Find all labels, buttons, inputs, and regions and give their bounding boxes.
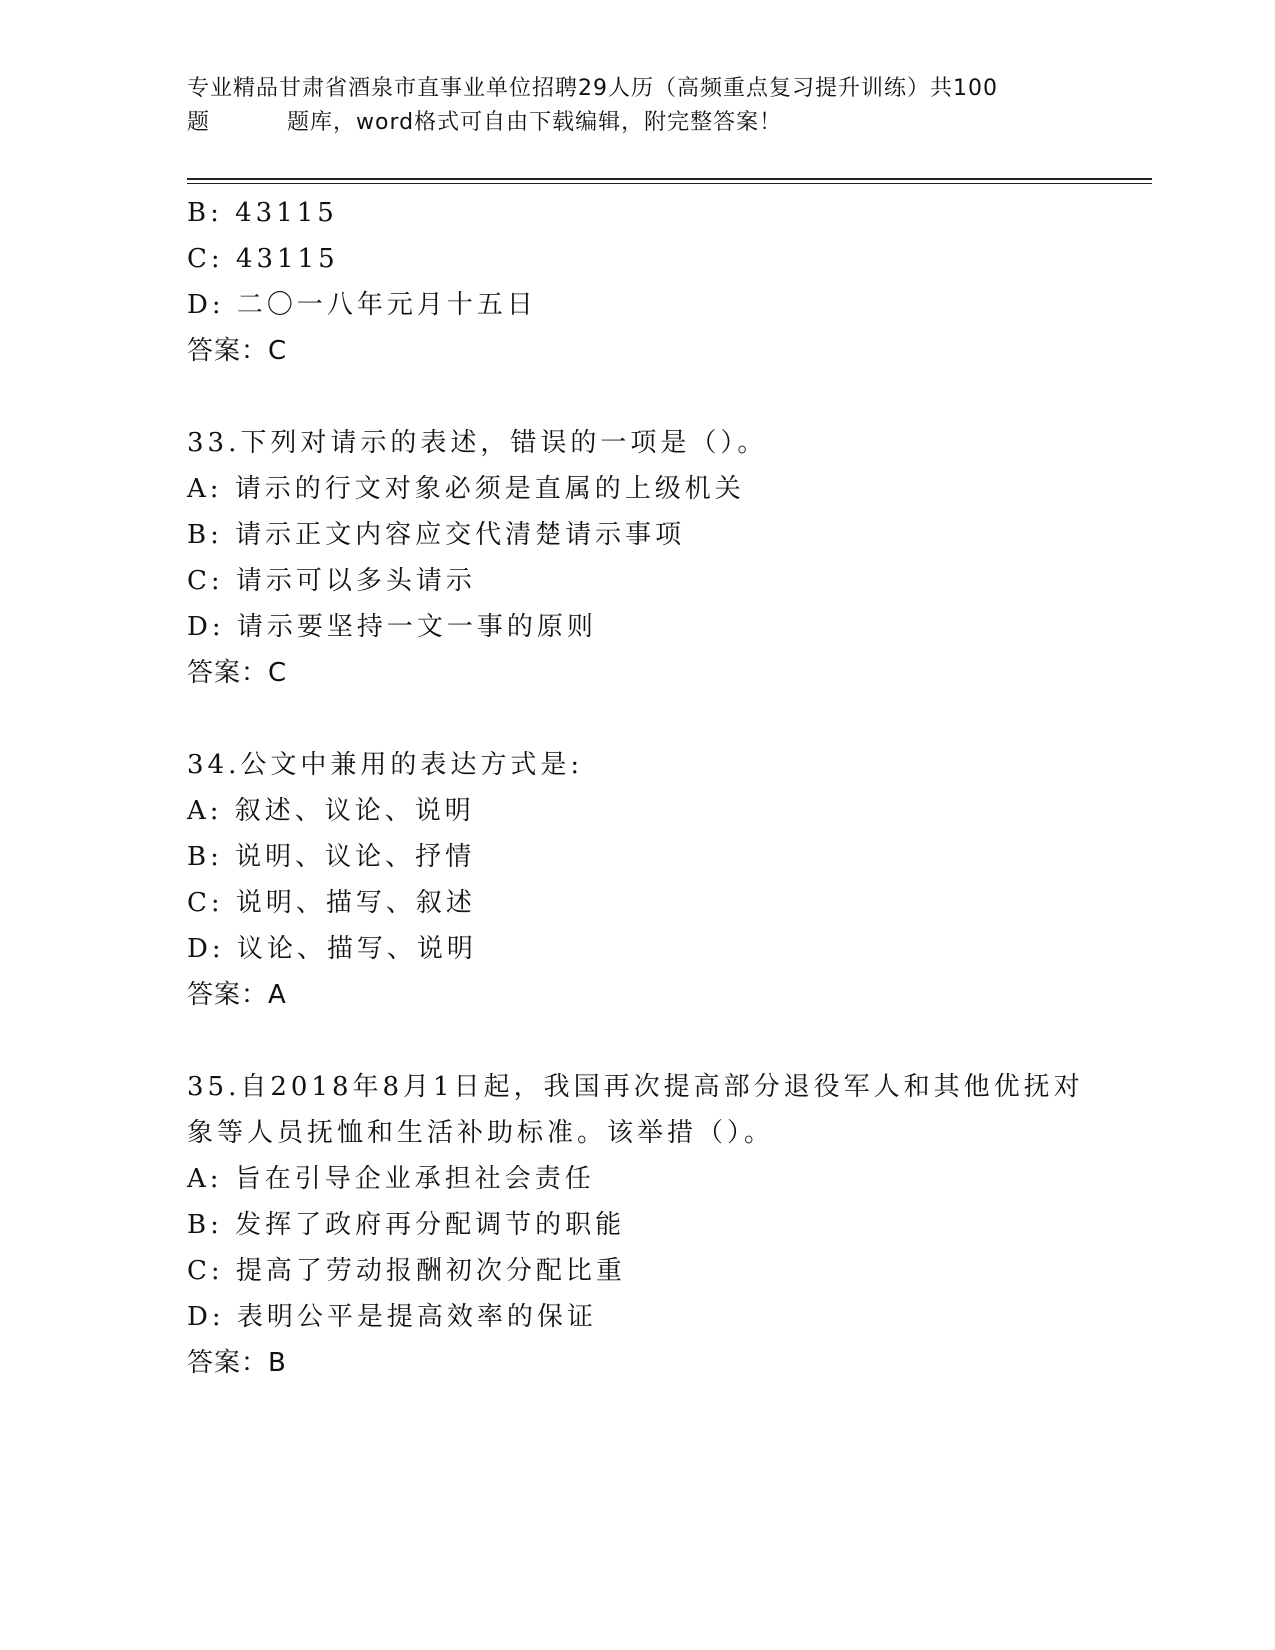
answer-line: 答案：B — [187, 1348, 287, 1378]
option-c: C: 说明、描写、叙述 — [187, 888, 476, 918]
option-a: A: 旨在引导企业承担社会责任 — [187, 1164, 595, 1194]
question-stem-line-2: 象等人员抚恤和生活补助标准。该举措（）。 — [187, 1118, 775, 1148]
header-divider-thick — [187, 178, 1152, 180]
header-line-2-text: 题库，word格式可自由下载编辑，附完整答案！ — [287, 110, 783, 135]
question-block-33 — [187, 420, 1087, 696]
question-list — [187, 190, 1087, 1386]
header-line-2-lead: 题 — [187, 110, 211, 135]
answer-line: 答案：A — [187, 980, 287, 1010]
question-stem-line-1: 35.自2018年8月1日起，我国再次提高部分退役军人和其他优抚对 — [187, 1072, 1084, 1102]
answer-line: 答案：C — [187, 336, 288, 366]
question-stem: 34.公文中兼用的表达方式是: — [187, 750, 584, 780]
header-divider-thin — [187, 183, 1152, 184]
spacer — [187, 374, 1087, 420]
answer-line: 答案：C — [187, 658, 288, 688]
option-c: C: 提高了劳动报酬初次分配比重 — [187, 1256, 626, 1286]
header-line-2 — [187, 106, 1087, 140]
question-block-32 — [187, 190, 1087, 374]
option-d: D: 议论、描写、说明 — [187, 934, 477, 964]
option-b: B: 43115 — [187, 198, 338, 228]
spacer — [187, 1018, 1087, 1064]
question-stem: 33.下列对请示的表述，错误的一项是（）。 — [187, 428, 768, 458]
question-block-35 — [187, 1064, 1087, 1386]
option-a: A: 请示的行文对象必须是直属的上级机关 — [187, 474, 745, 504]
option-b: B: 请示正文内容应交代清楚请示事项 — [187, 520, 686, 550]
option-d: D: 表明公平是提高效率的保证 — [187, 1302, 597, 1332]
option-d: D: 二〇一八年元月十五日 — [187, 290, 537, 320]
document-header — [187, 72, 1087, 140]
header-line-1: 专业精品甘肃省酒泉市直事业单位招聘29人历（高频重点复习提升训练）共100 — [187, 76, 998, 101]
option-c: C: 请示可以多头请示 — [187, 566, 476, 596]
option-b: B: 说明、议论、抒情 — [187, 842, 476, 872]
option-d: D: 请示要坚持一文一事的原则 — [187, 612, 597, 642]
option-b: B: 发挥了政府再分配调节的职能 — [187, 1210, 626, 1240]
option-c: C: 43115 — [187, 244, 339, 274]
spacer — [187, 696, 1087, 742]
option-a: A: 叙述、议论、说明 — [187, 796, 475, 826]
question-block-34 — [187, 742, 1087, 1018]
